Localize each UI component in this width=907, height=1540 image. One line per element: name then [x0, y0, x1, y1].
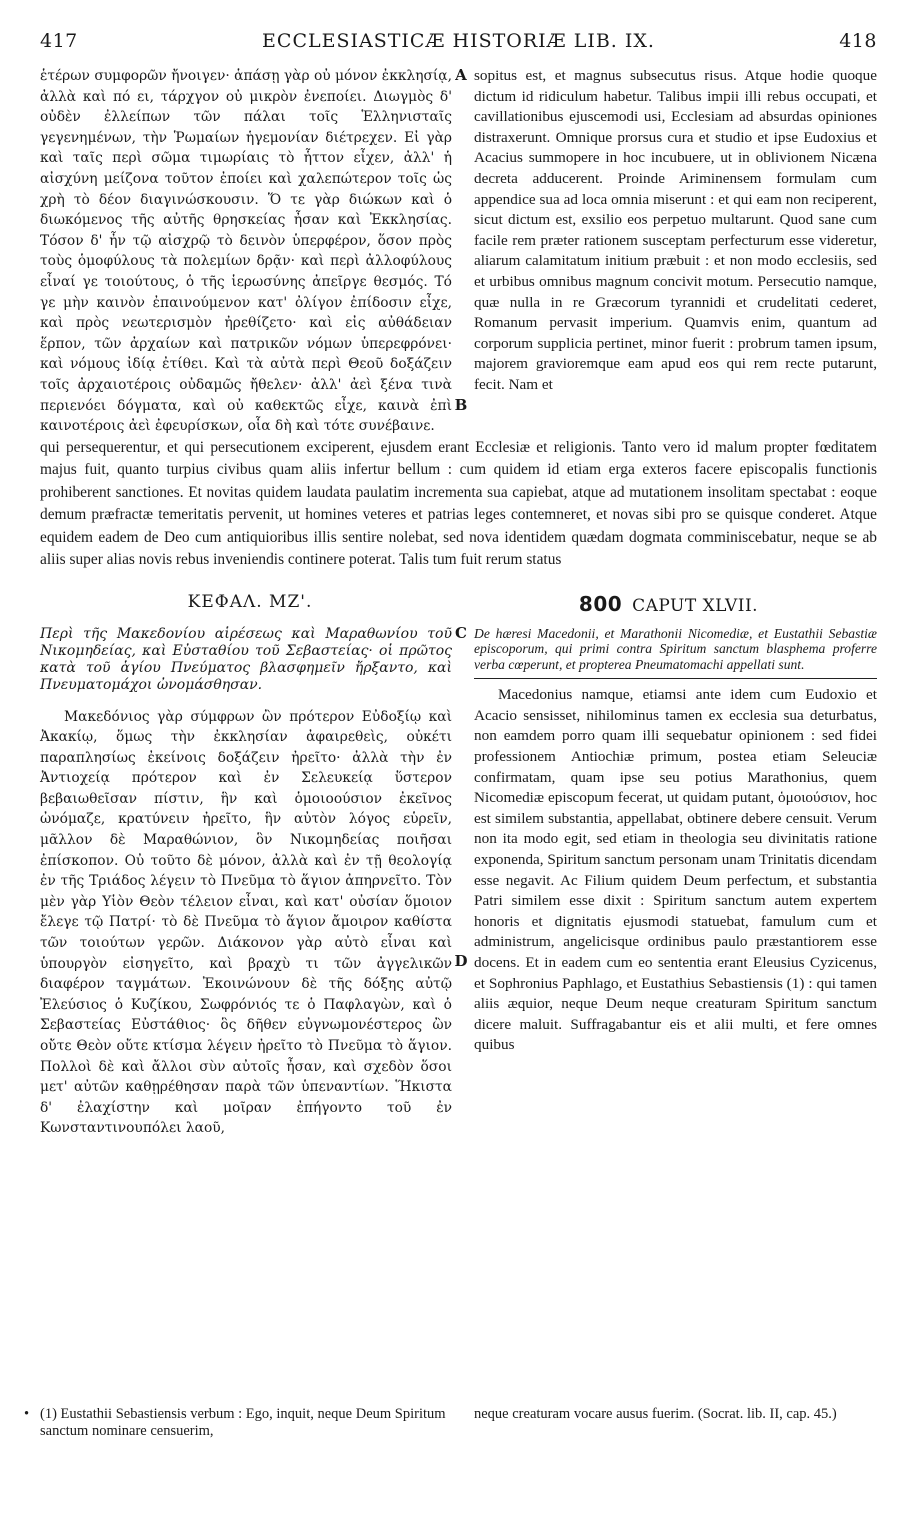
column-number: 800 — [578, 591, 623, 616]
full-width-latin-text: qui persequerentur, et qui persecutionem exciperent, ejusdem erant Ecclesiæ et religionis. Tanto vero id malum propter fœditatem majus fuit, quanto turpius civibus quam aliis infertur bellum : cum quidem id etiam erga exteros facere episcopalis functionis prohiberent sanctiones. Et novitas quidem laudata paulatim incrementa sua capiebat, atque ad mutationem insolitam spectabat : eoque demum præfractæ temeritatis pervenit, ut homines veteres et patrias leges contemneret, et novas sibi pro se quisque conderet. Atque equidem eadem de Deo cum antiquioribus illis sentire nolebat, sed nova identidem quædam dogmata comminiscebatur, neque se ab aliis super alias novis rebus inveniendis continere poterat. Talis tum fuit rerum status — [40, 438, 877, 569]
footnote-text-right: neque creaturam vocare ausus fuerim. (Socrat. lib. II, cap. 45.) — [474, 1406, 837, 1422]
section-marker-d: D — [454, 951, 468, 970]
running-head — [40, 30, 877, 58]
section-marker-c: C — [455, 623, 467, 642]
latin-chapter-title: CAPUT XLVII. — [632, 595, 759, 616]
top-columns — [40, 66, 877, 437]
section-marker-b: B — [454, 396, 468, 414]
latin-chapter-body: Macedonius namque, etiamsi ante idem cum Eudoxio et Acacio sensisset, nihilominus tamen ex ecclesia sua deturbatus, non eamdem porro quam illi sequebatur opinionem : sed fidei professionem Antiochiæ primum, postea etiam Seleuciæ confirmatam, quam ipse seu potius Marathonius, quem Nicomediæ episcopum fecerat, ut quidam putant, ὁμοιούσιον, hoc est similem substantia, appellabat, obtinere debere censuit. Verum non ita modo egit, sed etiam in theologia seu divinitatis ratione exponenda, Spiritum sanctum personam unam Trinitatis dicendam esse negavit. Ac Filium quidem Deum perfectum, et substantia Patri similem esse dixit : Spiritum sanctum autem expertem honoris et dignitatis ejusmodi statuebat, famulum cum et administrum, angelicisque ordinibus paulo præstantiorem esse docens. Et in eadem cum eo sententia erant Eleusius Cyzicenus, et Sophronius Paphlago, et Eustathius Sebastiensis (1) : qui tamen aliis æquior, neque Deum neque creaturam Spiritum sanctum dicere maluit. Suffragabantur eis et alii multi, et fere omnes quibus — [474, 686, 877, 1054]
summary-rule — [474, 678, 877, 679]
page-number-left: 417 — [40, 30, 78, 52]
running-title: ECCLESIASTICÆ HISTORIÆ LIB. IX. — [262, 30, 655, 52]
greek-chapter-column — [40, 624, 460, 1139]
footnotes — [24, 1406, 877, 1440]
footnote-right — [460, 1406, 877, 1440]
footnote-left — [24, 1406, 460, 1440]
footnote-bullet: • — [24, 1406, 30, 1422]
latin-chapter-summary: De hæresi Macedonii, et Marathonii Nicomediæ, et Eustathii Sebastiæ episcoporum, qui primi contra Spiritum sanctum blasphema proferre verba cœperunt, et propterea Pneumatomachi appellati sunt. — [474, 625, 877, 672]
latin-column-top — [460, 66, 877, 437]
greek-column-top — [40, 66, 460, 437]
chapter-columns — [40, 624, 877, 1139]
section-marker-a: A — [455, 66, 467, 84]
page-number-right: 418 — [839, 30, 877, 52]
footnote-text-left: (1) Eustathii Sebastiensis verbum : Ego, inquit, neque Deum Spiritum sanctum nominare censuerim, — [40, 1406, 446, 1439]
latin-text-top: sopitus est, et magnus subsecutus risus. Atque hodie quoque dictum id ridiculum habetur. Talibus impii illi rebus occupati, et cavillationibus ejuscemodi usi, Ecclesiam ad absurdas opiniones distraxerunt. Omnique prorsus cura et studio et ipse Eudoxius et Acacius summopere in hoc incubuere, ut in oblivionem Nicæna decreta adducerent. Proinde Ariminensem formulam cum appendice sua ad loca omnia miserunt : et qui eam non reciperent, sicut dictum est, exsilio eos perpetuo multarunt. Quod sane cum facile rem præter rationem susceptam perfecturum esse videretur, aliarum calamitatum initium præbuit : et non modo ecclesiis, sed et urbibus omnibus magnum concivit motum. Persecutio namque, quæ nulla in re Græcorum tyrannidi et crudelitati cederet, Romanum pervasit imperium. Quamvis enim, quantum ad corporum supplicia pertinet, minor fuerit : probrum tamen ipsum, majorem gravioremque eam apud eos qui rem recte putarunt, fecit. Nam et — [474, 67, 877, 393]
latin-chapter-heading — [460, 592, 877, 616]
greek-chapter-body: Μακεδόνιος γὰρ σύμφρων ὢν πρότερον Εὐδοξίῳ καὶ Ἀκακίῳ, ὅμως τὴν ἐκκλησίαν ἀφαιρεθεὶς, οὐκέτι παραπλησίως ἐκείνοις δοξάζειν ἠρεῖτο· ἀλλὰ τὴν ἐν Ἀντιοχείᾳ πρότερον καὶ ἐν Σελευκείᾳ ὕστερον βεβαιωθεῖσαν πίστιν, ἣν καὶ ὁμοιοούσιον ἐκεῖνος ὠνόμαζε, κρατύνειν ἠρεῖτο, ἣν αὐτὸν λόγος εὑρεῖν, μᾶλλον δὲ Μαραθώνιον, ὃν Νικομηδείας ποιῆσαι ἐπίσκοπον. Οὐ τοῦτο δὲ μόνον, ἀλλὰ καὶ ἐν τῇ θεολογίᾳ ἐν τῆς Τριάδος λέγειν τὸ Πνεῦμα τὸ ἅγιον ἀπηρνεῖτο. Τὸν μὲν γὰρ Υἱὸν Θεὸν τέλειον εἶναι, καὶ κατ' οὐσίαν ὅμοιον ἔλεγε τῷ Πατρί· τὸ δὲ Πνεῦμα τὸ ἅγιον ἄμοιρον καθίστα τῶν τοιούτων γερῶν. Διάκονον γὰρ αὐτὸ εἶναι καὶ ὑπουργὸν εἰσηγεῖτο, καὶ βραχὺ τι τῶν ἀγγελικῶν διαφέρον ταγμάτων. Ἐκοινώνουν δὲ τῆς δόξης αὐτῷ Ἐλεύσιος ὁ Κυζίκου, Σωφρόνιός τε ὁ Παφλαγὼν, καὶ ὁ Σεβαστείας Εὐστάθιος· ὃς δῆθεν εὐγνωμονέστερος ὢν οὔτε Θεὸν οὔτε κτίσμα λέγειν ἠρεῖτο τὸ Πνεῦμα τὸ ἅγιον. Πολλοὶ δὲ καὶ ἄλλοι σὺν αὐτοῖς ἦσαν, καὶ σχεδὸν ὅσοι μετ' αὐτῶν καθῃρέθησαν παρὰ τῶν ὑπεναντίων. Ἥκιστα δ' ἐλαχίστην καὶ μοῖραν ἐπήγοντο τοῦ ἐν Κωνσταντινουπόλει λαοῦ, — [40, 708, 452, 1137]
greek-chapter-heading: ΚΕΦΑΛ. ΜΖ'. — [187, 591, 313, 612]
greek-text-top: ἑτέρων συμφορῶν ἤνοιγεν· ἁπάσῃ γὰρ οὐ μόνον ἐκκλησίᾳ, ἀλλὰ καὶ πό ει, τάρχγον οὐ μικρὸν ἐνεποίει. Διωγμὸς δ' οὐδὲν ἐλλείπων τῶν πάλαι τοῖς Ἑλληνισταῖς γεγενημένων, τὴν Ῥωμαίων ἡγεμονίαν διέτρεχεν. Εἰ γὰρ καὶ ταῖς περὶ σῶμα τιμωρίαις τὸ ἧττον εἶχεν, ἀλλ' ἡ αἰσχύνη μείζονα τοῦτον ἐποίει καὶ χαλεπώτερον τοῖς ὡς χρὴ τὸ δέον διαγινώσκουσιν. Ὅ τε γὰρ διώκων καὶ ὁ διωκόμενος τῆς αὐτῆς θρησκείας ἦσαν καὶ Ἐκκλησίας. Τόσον δ' ἦν τῷ αἰσχρῷ τὸ δεινὸν ὑπερφέρον, ὅσον πρὸς τοὺς ὁμοφύλους τὰ πολεμίων δρᾷν· καὶ περὶ ἀλλοφύλους εἶναί γε τοιούτους, ὁ τῆς ἱερωσύνης ἀπεῖργε θεσμός. Τό γε μὴν καινὸν ἐπαινούμενον κατ' ὀλίγον ἐπίδοσιν εἶχε, καὶ πρὸς νεωτερισμὸν ἠρεθίζετο· καὶ εἰς αὐθάδειαν ἕρπον, τῶν ἀρχαίων καὶ πατρικῶν νόμων ὑπερεφρόνει· καὶ νόμους ἰδίᾳ ἐτίθει. Καὶ τὰ αὐτὰ περὶ Θεοῦ δοξάζειν τοῖς ἀρχαιοτέροις οὐδαμῶς ἤθελεν· ἀλλ' ἀεὶ ξένα τινὰ περιενόει δόγματα, καὶ οὐ καθεκτῶς εἶχε, καινὰ ἐπὶ καινοτέροις ἀεὶ ἐφευρίσκων, οἷα δὴ καὶ τότε συνέβαινε. — [40, 68, 452, 435]
greek-chapter-summary: Περὶ τῆς Μακεδονίου αἱρέσεως καὶ Μαραθωνίου τοῦ Νικομηδείας, καὶ Εὐσταθίου τοῦ Σεβαστείας· οἱ πρῶτος κατὰ τοῦ ἁγίου Πνεύματος βλασφημεῖν ἤρξαντο, καὶ Πνευματομάχοι ὠνομάσθησαν. — [40, 625, 452, 694]
latin-chapter-column — [460, 624, 877, 1139]
chapter-headings — [40, 592, 877, 616]
